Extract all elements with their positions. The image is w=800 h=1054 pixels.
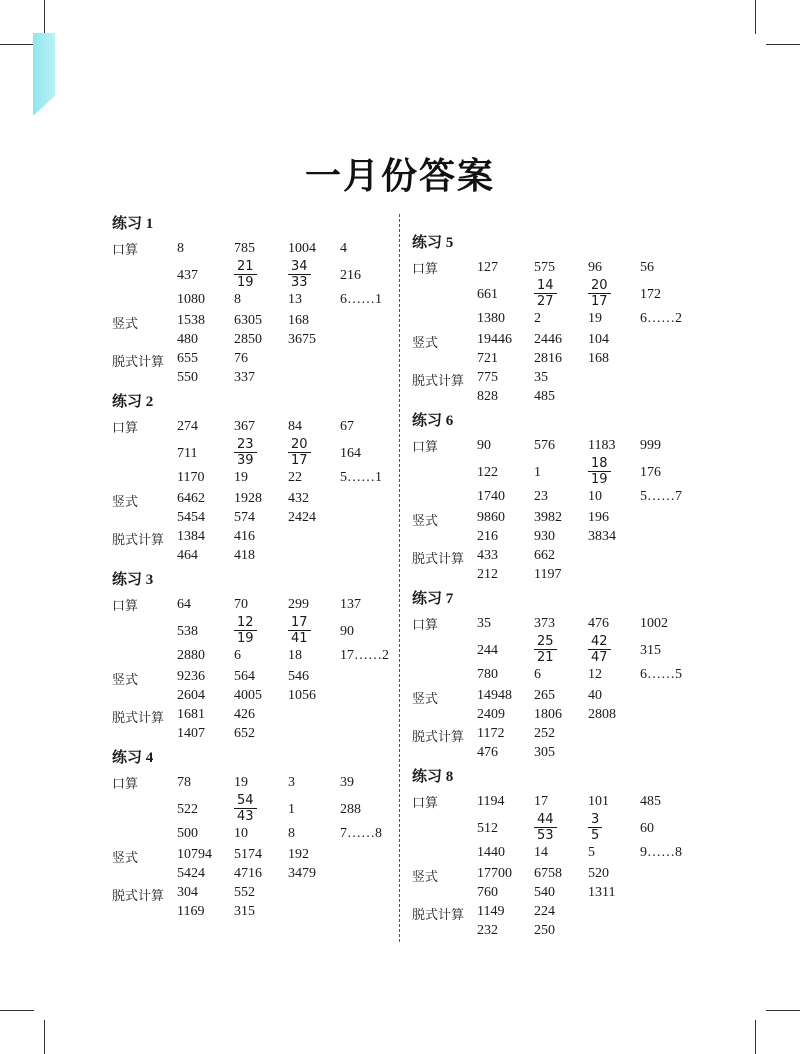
- answer-value: 4005: [234, 688, 262, 703]
- answer-value: 8: [177, 241, 184, 256]
- answer-value: 2880: [177, 648, 205, 663]
- step-calc-label: 脱式计算: [412, 552, 465, 567]
- answer-value: 64: [177, 597, 191, 612]
- answer-value: 2409: [477, 707, 505, 722]
- exercise-block: [412, 232, 702, 410]
- fraction-denominator: 41: [291, 631, 308, 646]
- exercise-title: 练习 8: [412, 769, 454, 785]
- fraction-value: [234, 793, 257, 824]
- answer-value: 315: [234, 904, 255, 919]
- fraction-numerator: 23: [234, 437, 257, 453]
- answer-value: 1056: [288, 688, 316, 703]
- right-column: [412, 232, 702, 944]
- answer-value: 168: [288, 313, 309, 328]
- answer-value: 520: [588, 866, 609, 881]
- exercise-body: [112, 235, 392, 391]
- answer-value: 127: [477, 260, 498, 275]
- answer-value: 6……1: [340, 292, 382, 307]
- fraction-numerator: 25: [534, 634, 557, 650]
- answer-value: 7……8: [340, 826, 382, 841]
- answer-value: 1440: [477, 845, 505, 860]
- answer-value: 485: [534, 389, 555, 404]
- fraction-denominator: 5: [591, 828, 600, 843]
- answer-value: 418: [234, 548, 255, 563]
- answer-value: 1004: [288, 241, 316, 256]
- answer-value: 164: [340, 446, 361, 461]
- fraction-numerator: 20: [288, 437, 311, 453]
- answer-value: 437: [177, 268, 198, 283]
- answer-value: 1: [288, 802, 295, 817]
- page-tab-cut: [33, 96, 55, 116]
- answer-value: 216: [477, 529, 498, 544]
- answer-value: 4716: [234, 866, 262, 881]
- mental-calc-label: 口算: [112, 599, 139, 614]
- answer-value: 1149: [477, 904, 505, 919]
- column-divider: [399, 214, 400, 942]
- answer-value: 574: [234, 510, 255, 525]
- exercise-title: 练习 1: [112, 216, 154, 232]
- answer-value: 3479: [288, 866, 316, 881]
- answer-value: 122: [477, 465, 498, 480]
- exercise-block: [112, 391, 392, 569]
- answer-value: 6462: [177, 491, 205, 506]
- answer-value: 101: [588, 794, 609, 809]
- answer-value: 433: [477, 548, 498, 563]
- answer-value: 538: [177, 624, 198, 639]
- answer-value: 196: [588, 510, 609, 525]
- crop-mark: [766, 44, 800, 45]
- answer-value: 6305: [234, 313, 262, 328]
- vertical-calc-label: 竖式: [112, 851, 139, 866]
- step-calc-label: 脱式计算: [412, 374, 465, 389]
- answer-value: 168: [588, 351, 609, 366]
- answer-value: 19446: [477, 332, 512, 347]
- vertical-calc-label: 竖式: [412, 870, 439, 885]
- fraction-denominator: 17: [291, 453, 308, 468]
- fraction-denominator: 19: [237, 275, 254, 290]
- exercise-body: [112, 769, 392, 925]
- mental-calc-label: 口算: [112, 777, 139, 792]
- exercise-block: [112, 747, 392, 925]
- answer-value: 6……5: [640, 667, 682, 682]
- answer-value: 5: [588, 845, 595, 860]
- mental-calc-label: 口算: [412, 440, 439, 455]
- answer-value: 2424: [288, 510, 316, 525]
- answer-value: 367: [234, 419, 255, 434]
- exercise-title: 练习 6: [412, 413, 454, 429]
- fraction-denominator: 43: [237, 809, 254, 824]
- step-calc-label: 脱式计算: [112, 533, 165, 548]
- answer-value: 540: [534, 885, 555, 900]
- step-calc-label: 脱式计算: [112, 889, 165, 904]
- fraction-denominator: 19: [591, 472, 608, 487]
- answer-value: 780: [477, 667, 498, 682]
- answer-value: 3982: [534, 510, 562, 525]
- answer-value: 1380: [477, 311, 505, 326]
- answer-value: 22: [288, 470, 302, 485]
- answer-value: 17: [534, 794, 548, 809]
- answer-value: 10: [234, 826, 248, 841]
- fraction-numerator: 20: [588, 278, 611, 294]
- answer-value: 10: [588, 489, 602, 504]
- exercise-title: 练习 7: [412, 591, 454, 607]
- answer-value: 575: [534, 260, 555, 275]
- answer-value: 1080: [177, 292, 205, 307]
- fraction-numerator: 14: [534, 278, 557, 294]
- fraction-value: [534, 812, 557, 843]
- answer-value: 6: [534, 667, 541, 682]
- answer-value: 3: [288, 775, 295, 790]
- fraction-numerator: 21: [234, 259, 257, 275]
- answer-value: 1172: [477, 726, 505, 741]
- crop-mark: [44, 1020, 45, 1054]
- answer-value: 232: [477, 923, 498, 938]
- fraction-numerator: 18: [588, 456, 611, 472]
- answer-value: 19: [234, 775, 248, 790]
- answer-value: 828: [477, 389, 498, 404]
- answer-value: 550: [177, 370, 198, 385]
- answer-value: 655: [177, 351, 198, 366]
- fraction-numerator: 17: [288, 615, 311, 631]
- answer-value: 78: [177, 775, 191, 790]
- answer-value: 1002: [640, 616, 668, 631]
- exercise-body: [412, 254, 702, 410]
- answer-value: 19: [588, 311, 602, 326]
- answer-value: 1311: [588, 885, 616, 900]
- step-calc-label: 脱式计算: [112, 355, 165, 370]
- answer-value: 5……1: [340, 470, 382, 485]
- answer-value: 1806: [534, 707, 562, 722]
- answer-value: 337: [234, 370, 255, 385]
- answer-value: 652: [234, 726, 255, 741]
- answer-value: 5……7: [640, 489, 682, 504]
- answer-value: 70: [234, 597, 248, 612]
- answer-value: 252: [534, 726, 555, 741]
- answer-value: 60: [640, 821, 654, 836]
- answer-value: 1407: [177, 726, 205, 741]
- answer-value: 2808: [588, 707, 616, 722]
- answer-value: 760: [477, 885, 498, 900]
- answer-value: 464: [177, 548, 198, 563]
- fraction-value: [234, 259, 257, 290]
- answer-value: 1183: [588, 438, 616, 453]
- vertical-calc-label: 竖式: [112, 673, 139, 688]
- answer-value: 8: [288, 826, 295, 841]
- answer-value: 546: [288, 669, 309, 684]
- exercise-title: 练习 4: [112, 750, 154, 766]
- crop-mark: [44, 0, 45, 34]
- fraction-value: [288, 259, 311, 290]
- fraction-value: [588, 456, 611, 487]
- answer-value: 76: [234, 351, 248, 366]
- answer-value: 480: [177, 332, 198, 347]
- fraction-value: [588, 634, 611, 665]
- fraction-numerator: 34: [288, 259, 311, 275]
- answer-value: 212: [477, 567, 498, 582]
- answer-value: 9236: [177, 669, 205, 684]
- answer-value: 305: [534, 745, 555, 760]
- answer-value: 552: [234, 885, 255, 900]
- answer-value: 2: [534, 311, 541, 326]
- answer-value: 10794: [177, 847, 212, 862]
- answer-value: 999: [640, 438, 661, 453]
- answer-value: 721: [477, 351, 498, 366]
- answer-value: 224: [534, 904, 555, 919]
- exercise-title: 练习 5: [412, 235, 454, 251]
- answer-value: 2850: [234, 332, 262, 347]
- answer-value: 96: [588, 260, 602, 275]
- fraction-denominator: 33: [291, 275, 308, 290]
- answer-value: 785: [234, 241, 255, 256]
- answer-value: 172: [640, 287, 661, 302]
- answer-value: 426: [234, 707, 255, 722]
- answer-value: 3675: [288, 332, 316, 347]
- exercise-block: [412, 766, 702, 944]
- answer-value: 1740: [477, 489, 505, 504]
- answer-value: 90: [477, 438, 491, 453]
- mental-calc-label: 口算: [412, 796, 439, 811]
- fraction-value: [234, 437, 257, 468]
- fraction-value: [288, 615, 311, 646]
- answer-value: 373: [534, 616, 555, 631]
- answer-value: 1: [534, 465, 541, 480]
- answer-value: 288: [340, 802, 361, 817]
- answer-value: 4: [340, 241, 347, 256]
- fraction-value: [588, 812, 602, 843]
- answer-value: 35: [534, 370, 548, 385]
- crop-mark: [0, 44, 34, 45]
- mental-calc-label: 口算: [112, 243, 139, 258]
- left-column: [112, 213, 392, 925]
- answer-value: 930: [534, 529, 555, 544]
- mental-calc-label: 口算: [412, 262, 439, 277]
- crop-mark: [0, 1010, 34, 1011]
- answer-value: 250: [534, 923, 555, 938]
- answer-value: 661: [477, 287, 498, 302]
- answer-value: 104: [588, 332, 609, 347]
- answer-value: 244: [477, 643, 498, 658]
- answer-value: 564: [234, 669, 255, 684]
- answer-value: 416: [234, 529, 255, 544]
- fraction-value: [588, 278, 611, 309]
- step-calc-label: 脱式计算: [412, 908, 465, 923]
- page-title: 一月份答案: [304, 156, 495, 197]
- crop-mark: [755, 1020, 756, 1054]
- answer-value: 67: [340, 419, 354, 434]
- answer-value: 192: [288, 847, 309, 862]
- fraction-denominator: 53: [537, 828, 554, 843]
- answer-value: 137: [340, 597, 361, 612]
- fraction-numerator: 44: [534, 812, 557, 828]
- answer-value: 9860: [477, 510, 505, 525]
- exercise-block: [412, 410, 702, 588]
- answer-value: 576: [534, 438, 555, 453]
- fraction-denominator: 47: [591, 650, 608, 665]
- answer-value: 17……2: [340, 648, 389, 663]
- vertical-calc-label: 竖式: [412, 336, 439, 351]
- exercise-title: 练习 2: [112, 394, 154, 410]
- answer-value: 274: [177, 419, 198, 434]
- exercise-block: [112, 213, 392, 391]
- exercise-body: [412, 610, 702, 766]
- answer-value: 9……8: [640, 845, 682, 860]
- answer-value: 23: [534, 489, 548, 504]
- answer-value: 512: [477, 821, 498, 836]
- vertical-calc-label: 竖式: [112, 317, 139, 332]
- answer-value: 19: [234, 470, 248, 485]
- answer-value: 265: [534, 688, 555, 703]
- crop-mark: [766, 1010, 800, 1011]
- answer-value: 14: [534, 845, 548, 860]
- answer-value: 476: [588, 616, 609, 631]
- answer-value: 17700: [477, 866, 512, 881]
- answer-value: 1384: [177, 529, 205, 544]
- answer-value: 432: [288, 491, 309, 506]
- fraction-numerator: 12: [234, 615, 257, 631]
- answer-value: 1197: [534, 567, 562, 582]
- fraction-numerator: 42: [588, 634, 611, 650]
- answer-value: 1170: [177, 470, 205, 485]
- answer-value: 304: [177, 885, 198, 900]
- answer-value: 2816: [534, 351, 562, 366]
- exercise-body: [112, 413, 392, 569]
- answer-value: 35: [477, 616, 491, 631]
- mental-calc-label: 口算: [412, 618, 439, 633]
- answer-value: 8: [234, 292, 241, 307]
- answer-value: 84: [288, 419, 302, 434]
- fraction-denominator: 39: [237, 453, 254, 468]
- answer-value: 1169: [177, 904, 205, 919]
- exercise-body: [412, 432, 702, 588]
- answer-value: 5174: [234, 847, 262, 862]
- fraction-denominator: 27: [537, 294, 554, 309]
- exercise-body: [112, 591, 392, 747]
- answer-value: 315: [640, 643, 661, 658]
- fraction-denominator: 17: [591, 294, 608, 309]
- answer-value: 485: [640, 794, 661, 809]
- answer-value: 1928: [234, 491, 262, 506]
- step-calc-label: 脱式计算: [412, 730, 465, 745]
- answer-value: 216: [340, 268, 361, 283]
- answer-value: 56: [640, 260, 654, 275]
- fraction-value: [234, 615, 257, 646]
- answer-value: 39: [340, 775, 354, 790]
- fraction-numerator: 54: [234, 793, 257, 809]
- answer-value: 476: [477, 745, 498, 760]
- answer-value: 6758: [534, 866, 562, 881]
- fraction-value: [288, 437, 311, 468]
- fraction-value: [534, 634, 557, 665]
- exercise-block: [412, 588, 702, 766]
- exercise-block: [112, 569, 392, 747]
- vertical-calc-label: 竖式: [112, 495, 139, 510]
- fraction-numerator: 3: [588, 812, 602, 828]
- answer-value: 90: [340, 624, 354, 639]
- vertical-calc-label: 竖式: [412, 692, 439, 707]
- answer-value: 500: [177, 826, 198, 841]
- answer-value: 5424: [177, 866, 205, 881]
- answer-value: 299: [288, 597, 309, 612]
- fraction-value: [534, 278, 557, 309]
- crop-mark: [755, 0, 756, 34]
- answer-value: 176: [640, 465, 661, 480]
- fraction-denominator: 19: [237, 631, 254, 646]
- vertical-calc-label: 竖式: [412, 514, 439, 529]
- answer-value: 6: [234, 648, 241, 663]
- answer-value: 5454: [177, 510, 205, 525]
- exercise-title: 练习 3: [112, 572, 154, 588]
- answer-value: 711: [177, 446, 198, 461]
- exercise-body: [412, 788, 702, 944]
- mental-calc-label: 口算: [112, 421, 139, 436]
- answer-value: 40: [588, 688, 602, 703]
- answer-value: 12: [588, 667, 602, 682]
- answer-value: 14948: [477, 688, 512, 703]
- answer-value: 3834: [588, 529, 616, 544]
- answer-value: 662: [534, 548, 555, 563]
- answer-value: 2604: [177, 688, 205, 703]
- step-calc-label: 脱式计算: [112, 711, 165, 726]
- answer-value: 1538: [177, 313, 205, 328]
- answer-value: 18: [288, 648, 302, 663]
- answer-value: 6……2: [640, 311, 682, 326]
- fraction-denominator: 21: [537, 650, 554, 665]
- answer-value: 775: [477, 370, 498, 385]
- answer-value: 13: [288, 292, 302, 307]
- answer-value: 522: [177, 802, 198, 817]
- answer-value: 1681: [177, 707, 205, 722]
- answer-value: 2446: [534, 332, 562, 347]
- answer-value: 1194: [477, 794, 505, 809]
